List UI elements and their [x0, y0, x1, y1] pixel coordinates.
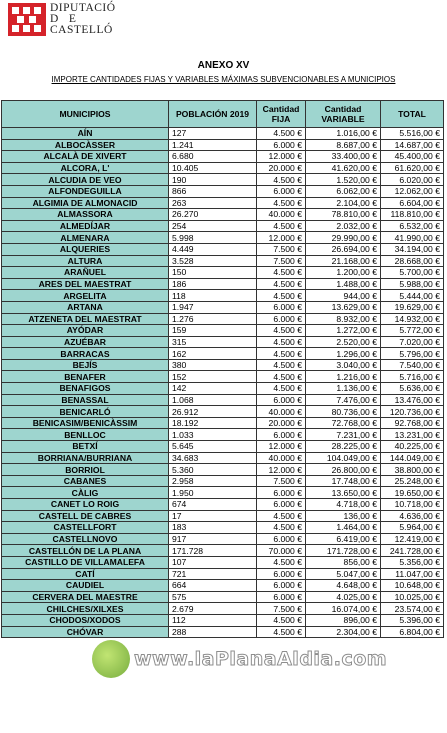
table-row [2, 614, 444, 626]
population-cell: 107 [169, 556, 257, 568]
table-row [2, 243, 444, 255]
variable-amount-cell: 17.748,00 € [306, 475, 381, 487]
table-row [2, 336, 444, 348]
variable-amount-cell: 2.520,00 € [306, 336, 381, 348]
variable-amount-cell: 944,00 € [306, 290, 381, 302]
fixed-amount-cell: 12.000 € [257, 441, 306, 453]
population-cell: 142 [169, 383, 257, 395]
column-header-poblacion: POBLACIÓN 2019 [169, 101, 257, 128]
fixed-amount-cell: 6.000 € [257, 394, 306, 406]
municipality-cell: CAUDIEL [2, 580, 169, 592]
total-cell: 6.804,00 € [381, 626, 444, 638]
table-row [2, 185, 444, 197]
municipality-cell: CASTELLNOVO [2, 533, 169, 545]
table-row [2, 209, 444, 221]
table-row [2, 290, 444, 302]
municipality-cell: ALMASSORA [2, 209, 169, 221]
watermark-text: www.laPlanaAldia.com [134, 648, 388, 670]
fixed-amount-cell: 6.000 € [257, 580, 306, 592]
total-cell: 28.668,00 € [381, 255, 444, 267]
table-row [2, 313, 444, 325]
variable-amount-cell: 1.200,00 € [306, 267, 381, 279]
variable-amount-cell: 171.728,00 € [306, 545, 381, 557]
fixed-amount-cell: 4.500 € [257, 522, 306, 534]
fixed-amount-cell: 4.500 € [257, 371, 306, 383]
table-row [2, 556, 444, 568]
variable-amount-cell: 4.648,00 € [306, 580, 381, 592]
fixed-amount-cell: 40.000 € [257, 452, 306, 464]
fixed-amount-cell: 6.000 € [257, 313, 306, 325]
population-cell: 112 [169, 614, 257, 626]
fixed-amount-cell: 4.500 € [257, 290, 306, 302]
fixed-amount-cell: 12.000 € [257, 464, 306, 476]
total-cell: 19.629,00 € [381, 301, 444, 313]
population-cell: 4.449 [169, 243, 257, 255]
table-row [2, 139, 444, 151]
variable-amount-cell: 13.629,00 € [306, 301, 381, 313]
column-header-fija: Cantidad FIJA [257, 101, 306, 128]
total-cell: 5.516,00 € [381, 128, 444, 140]
municipality-cell: BENICASIM/BENICÀSSIM [2, 417, 169, 429]
variable-amount-cell: 1.216,00 € [306, 371, 381, 383]
table-row [2, 475, 444, 487]
variable-amount-cell: 8.932,00 € [306, 313, 381, 325]
total-cell: 120.736,00 € [381, 406, 444, 418]
municipality-cell: CASTILLO DE VILLAMALEFA [2, 556, 169, 568]
municipality-cell: ARAÑUEL [2, 267, 169, 279]
variable-amount-cell: 21.168,00 € [306, 255, 381, 267]
variable-amount-cell: 8.687,00 € [306, 139, 381, 151]
variable-amount-cell: 136,00 € [306, 510, 381, 522]
total-cell: 7.540,00 € [381, 359, 444, 371]
population-cell: 664 [169, 580, 257, 592]
fixed-amount-cell: 40.000 € [257, 406, 306, 418]
column-header-municipios: MUNICIPIOS [2, 101, 169, 128]
fixed-amount-cell: 6.000 € [257, 533, 306, 545]
population-cell: 26.912 [169, 406, 257, 418]
total-cell: 6.532,00 € [381, 220, 444, 232]
population-cell: 3.528 [169, 255, 257, 267]
municipality-cell: BENAFER [2, 371, 169, 383]
table-row [2, 441, 444, 453]
population-cell: 26.270 [169, 209, 257, 221]
variable-amount-cell: 1.016,00 € [306, 128, 381, 140]
municipality-cell: ARES DEL MAESTRAT [2, 278, 169, 290]
fixed-amount-cell: 4.500 € [257, 626, 306, 638]
population-cell: 150 [169, 267, 257, 279]
variable-amount-cell: 80.736,00 € [306, 406, 381, 418]
population-cell: 171.728 [169, 545, 257, 557]
org-line-3: CASTELLÓ [50, 24, 113, 36]
population-cell: 162 [169, 348, 257, 360]
municipality-cell: ALMEDÍJAR [2, 220, 169, 232]
municipality-cell: BORRIANA/BURRIANA [2, 452, 169, 464]
table-row [2, 452, 444, 464]
document-subtitle: IMPORTE CANTIDADES FIJAS Y VARIABLES MÁXIMAS SUBVENCIONABLES A MUNICIPIOS [51, 75, 396, 84]
variable-amount-cell: 2.104,00 € [306, 197, 381, 209]
variable-amount-cell: 7.231,00 € [306, 429, 381, 441]
total-cell: 14.932,00 € [381, 313, 444, 325]
table-row [2, 626, 444, 638]
population-cell: 1.947 [169, 301, 257, 313]
municipality-cell: ALQUERIES [2, 243, 169, 255]
variable-amount-cell: 78.810,00 € [306, 209, 381, 221]
table-row [2, 383, 444, 395]
municipality-cell: AZUÉBAR [2, 336, 169, 348]
table-row [2, 487, 444, 499]
variable-amount-cell: 29.990,00 € [306, 232, 381, 244]
table-row [2, 394, 444, 406]
fixed-amount-cell: 4.500 € [257, 220, 306, 232]
population-cell: 5.645 [169, 441, 257, 453]
table-row [2, 220, 444, 232]
fixed-amount-cell: 6.000 € [257, 185, 306, 197]
municipality-cell: BETXÍ [2, 441, 169, 453]
total-cell: 5.988,00 € [381, 278, 444, 290]
variable-amount-cell: 4.025,00 € [306, 591, 381, 603]
municipality-cell: CHÓVAR [2, 626, 169, 638]
municipality-cell: CABANES [2, 475, 169, 487]
variable-amount-cell: 26.800,00 € [306, 464, 381, 476]
population-cell: 127 [169, 128, 257, 140]
fixed-amount-cell: 4.500 € [257, 267, 306, 279]
municipality-cell: BENLLOC [2, 429, 169, 441]
fixed-amount-cell: 7.500 € [257, 255, 306, 267]
municipality-cell: ALCUDIA DE VEO [2, 174, 169, 186]
municipality-cell: ALTURA [2, 255, 169, 267]
fixed-amount-cell: 7.500 € [257, 475, 306, 487]
table-row [2, 417, 444, 429]
population-cell: 288 [169, 626, 257, 638]
fixed-amount-cell: 4.500 € [257, 510, 306, 522]
fixed-amount-cell: 4.500 € [257, 359, 306, 371]
population-cell: 186 [169, 278, 257, 290]
variable-amount-cell: 104.049,00 € [306, 452, 381, 464]
fixed-amount-cell: 4.500 € [257, 556, 306, 568]
table-row [2, 406, 444, 418]
fixed-amount-cell: 4.500 € [257, 383, 306, 395]
variable-amount-cell: 1.272,00 € [306, 325, 381, 337]
table-row [2, 591, 444, 603]
population-cell: 18.192 [169, 417, 257, 429]
population-cell: 6.680 [169, 151, 257, 163]
total-cell: 40.225,00 € [381, 441, 444, 453]
variable-amount-cell: 7.476,00 € [306, 394, 381, 406]
table-header-row [2, 101, 444, 128]
fixed-amount-cell: 4.500 € [257, 614, 306, 626]
municipality-cell: CERVERA DEL MAESTRE [2, 591, 169, 603]
table-row [2, 151, 444, 163]
variable-amount-cell: 2.032,00 € [306, 220, 381, 232]
table-row [2, 359, 444, 371]
table-row [2, 580, 444, 592]
variable-amount-cell: 16.074,00 € [306, 603, 381, 615]
variable-amount-cell: 1.136,00 € [306, 383, 381, 395]
total-cell: 10.025,00 € [381, 591, 444, 603]
diputacio-logo-icon [8, 3, 46, 36]
population-cell: 5.360 [169, 464, 257, 476]
variable-amount-cell: 1.464,00 € [306, 522, 381, 534]
municipality-cell: ALCORA, L' [2, 162, 169, 174]
table-row [2, 278, 444, 290]
fixed-amount-cell: 6.000 € [257, 301, 306, 313]
population-cell: 10.405 [169, 162, 257, 174]
fixed-amount-cell: 7.500 € [257, 243, 306, 255]
total-cell: 14.687,00 € [381, 139, 444, 151]
total-cell: 12.419,00 € [381, 533, 444, 545]
variable-amount-cell: 896,00 € [306, 614, 381, 626]
fixed-amount-cell: 70.000 € [257, 545, 306, 557]
population-cell: 315 [169, 336, 257, 348]
municipality-cell: BARRACAS [2, 348, 169, 360]
fixed-amount-cell: 12.000 € [257, 151, 306, 163]
watermark [92, 640, 387, 678]
total-cell: 5.716,00 € [381, 371, 444, 383]
total-cell: 5.356,00 € [381, 556, 444, 568]
org-line-2: D E [50, 13, 77, 25]
population-cell: 575 [169, 591, 257, 603]
total-cell: 118.810,00 € [381, 209, 444, 221]
total-cell: 6.020,00 € [381, 174, 444, 186]
total-cell: 10.718,00 € [381, 499, 444, 511]
population-cell: 5.998 [169, 232, 257, 244]
municipality-cell: ARGELITA [2, 290, 169, 302]
variable-amount-cell: 1.296,00 € [306, 348, 381, 360]
total-cell: 92.768,00 € [381, 417, 444, 429]
table-row [2, 325, 444, 337]
fixed-amount-cell: 20.000 € [257, 417, 306, 429]
population-cell: 34.683 [169, 452, 257, 464]
municipality-cell: CASTELLFORT [2, 522, 169, 534]
municipality-cell: AÍN [2, 128, 169, 140]
table-row [2, 267, 444, 279]
table-row [2, 255, 444, 267]
variable-amount-cell: 41.620,00 € [306, 162, 381, 174]
table-row [2, 162, 444, 174]
table-row [2, 232, 444, 244]
fixed-amount-cell: 20.000 € [257, 162, 306, 174]
fixed-amount-cell: 4.500 € [257, 197, 306, 209]
population-cell: 721 [169, 568, 257, 580]
population-cell: 1.033 [169, 429, 257, 441]
population-cell: 190 [169, 174, 257, 186]
population-cell: 17 [169, 510, 257, 522]
total-cell: 5.444,00 € [381, 290, 444, 302]
municipality-cell: ALMENARA [2, 232, 169, 244]
population-cell: 380 [169, 359, 257, 371]
total-cell: 19.650,00 € [381, 487, 444, 499]
fixed-amount-cell: 6.000 € [257, 429, 306, 441]
table-row [2, 533, 444, 545]
population-cell: 159 [169, 325, 257, 337]
municipality-cell: AYÓDAR [2, 325, 169, 337]
document-title-block [0, 60, 447, 84]
municipality-cell: ALBOCÀSSER [2, 139, 169, 151]
population-cell: 917 [169, 533, 257, 545]
total-cell: 5.396,00 € [381, 614, 444, 626]
municipality-cell: ALFONDEGUILLA [2, 185, 169, 197]
column-header-variable: Cantidad VARIABLE [306, 101, 381, 128]
population-cell: 2.958 [169, 475, 257, 487]
variable-amount-cell: 33.400,00 € [306, 151, 381, 163]
variable-amount-cell: 5.047,00 € [306, 568, 381, 580]
population-cell: 1.068 [169, 394, 257, 406]
table-row [2, 522, 444, 534]
population-cell: 152 [169, 371, 257, 383]
municipality-cell: BENICARLÓ [2, 406, 169, 418]
fixed-amount-cell: 4.500 € [257, 128, 306, 140]
municipality-cell: CHILCHES/XILXES [2, 603, 169, 615]
population-cell: 254 [169, 220, 257, 232]
municipality-cell: CASTELL DE CABRES [2, 510, 169, 522]
table-row [2, 464, 444, 476]
fixed-amount-cell: 4.500 € [257, 348, 306, 360]
total-cell: 45.400,00 € [381, 151, 444, 163]
fixed-amount-cell: 4.500 € [257, 278, 306, 290]
municipality-cell: CANET LO ROIG [2, 499, 169, 511]
table-row [2, 510, 444, 522]
fixed-amount-cell: 4.500 € [257, 336, 306, 348]
municipality-cell: ARTANA [2, 301, 169, 313]
subsidy-table [1, 100, 444, 638]
total-cell: 144.049,00 € [381, 452, 444, 464]
population-cell: 866 [169, 185, 257, 197]
population-cell: 263 [169, 197, 257, 209]
total-cell: 38.800,00 € [381, 464, 444, 476]
variable-amount-cell: 6.062,00 € [306, 185, 381, 197]
table-body [2, 128, 444, 638]
variable-amount-cell: 856,00 € [306, 556, 381, 568]
total-cell: 241.728,00 € [381, 545, 444, 557]
table-row [2, 197, 444, 209]
fixed-amount-cell: 6.000 € [257, 139, 306, 151]
table-row [2, 128, 444, 140]
total-cell: 61.620,00 € [381, 162, 444, 174]
total-cell: 13.231,00 € [381, 429, 444, 441]
total-cell: 11.047,00 € [381, 568, 444, 580]
fixed-amount-cell: 7.500 € [257, 603, 306, 615]
annex-title: ANEXO XV [197, 60, 250, 71]
variable-amount-cell: 26.694,00 € [306, 243, 381, 255]
fixed-amount-cell: 6.000 € [257, 568, 306, 580]
table-row [2, 429, 444, 441]
table-row [2, 568, 444, 580]
municipality-cell: BENASSAL [2, 394, 169, 406]
municipality-cell: ATZENETA DEL MAESTRAT [2, 313, 169, 325]
municipality-cell: ALCALÀ DE XIVERT [2, 151, 169, 163]
municipality-cell: ALGIMIA DE ALMONACID [2, 197, 169, 209]
fixed-amount-cell: 6.000 € [257, 499, 306, 511]
variable-amount-cell: 1.520,00 € [306, 174, 381, 186]
variable-amount-cell: 72.768,00 € [306, 417, 381, 429]
population-cell: 2.679 [169, 603, 257, 615]
municipality-cell: CASTELLÓN DE LA PLANA [2, 545, 169, 557]
table-row [2, 301, 444, 313]
total-cell: 41.990,00 € [381, 232, 444, 244]
total-cell: 7.020,00 € [381, 336, 444, 348]
fixed-amount-cell: 12.000 € [257, 232, 306, 244]
table-row [2, 371, 444, 383]
total-cell: 5.964,00 € [381, 522, 444, 534]
population-cell: 1.950 [169, 487, 257, 499]
variable-amount-cell: 28.225,00 € [306, 441, 381, 453]
fixed-amount-cell: 4.500 € [257, 325, 306, 337]
municipality-cell: BEJÍS [2, 359, 169, 371]
population-cell: 1.241 [169, 139, 257, 151]
municipality-cell: CHODOS/XODOS [2, 614, 169, 626]
table-row [2, 499, 444, 511]
municipality-cell: BORRIOL [2, 464, 169, 476]
fixed-amount-cell: 6.000 € [257, 591, 306, 603]
variable-amount-cell: 13.650,00 € [306, 487, 381, 499]
total-cell: 23.574,00 € [381, 603, 444, 615]
column-header-total: TOTAL [381, 101, 444, 128]
variable-amount-cell: 3.040,00 € [306, 359, 381, 371]
fixed-amount-cell: 4.500 € [257, 174, 306, 186]
total-cell: 25.248,00 € [381, 475, 444, 487]
total-cell: 5.772,00 € [381, 325, 444, 337]
variable-amount-cell: 2.304,00 € [306, 626, 381, 638]
org-line-1: DIPUTACIÓ [50, 2, 116, 14]
total-cell: 10.648,00 € [381, 580, 444, 592]
variable-amount-cell: 1.488,00 € [306, 278, 381, 290]
fixed-amount-cell: 6.000 € [257, 487, 306, 499]
total-cell: 34.194,00 € [381, 243, 444, 255]
variable-amount-cell: 6.419,00 € [306, 533, 381, 545]
watermark-logo-icon [92, 640, 130, 678]
variable-amount-cell: 4.718,00 € [306, 499, 381, 511]
total-cell: 4.636,00 € [381, 510, 444, 522]
population-cell: 183 [169, 522, 257, 534]
population-cell: 1.276 [169, 313, 257, 325]
population-cell: 118 [169, 290, 257, 302]
total-cell: 12.062,00 € [381, 185, 444, 197]
fixed-amount-cell: 40.000 € [257, 209, 306, 221]
table-row [2, 545, 444, 557]
table-row [2, 174, 444, 186]
total-cell: 5.700,00 € [381, 267, 444, 279]
municipality-cell: BENAFIGOS [2, 383, 169, 395]
table-row [2, 348, 444, 360]
total-cell: 5.636,00 € [381, 383, 444, 395]
total-cell: 13.476,00 € [381, 394, 444, 406]
table-row [2, 603, 444, 615]
municipality-cell: CÀLIG [2, 487, 169, 499]
organization-name [50, 3, 116, 36]
letterhead [8, 3, 116, 39]
total-cell: 5.796,00 € [381, 348, 444, 360]
municipality-cell: CATÍ [2, 568, 169, 580]
total-cell: 6.604,00 € [381, 197, 444, 209]
population-cell: 674 [169, 499, 257, 511]
